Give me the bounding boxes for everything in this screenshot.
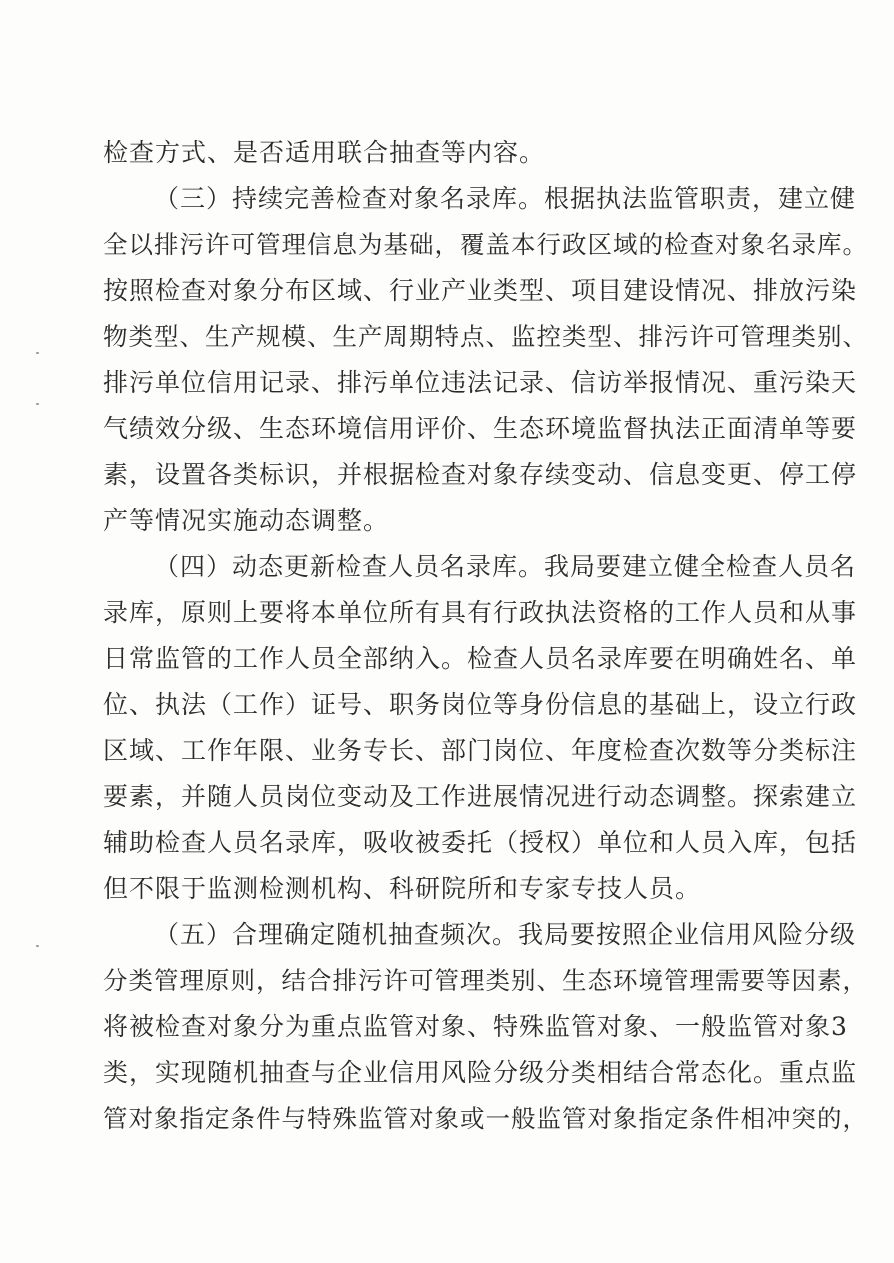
text-line: （四）动态更新检查人员名录库。我局要建立健全检查人员名: [154, 552, 857, 581]
text-line: 但不限于监测检测机构、科研院所和专家专技人员。: [103, 874, 702, 903]
text-line: 检查方式、是否适用联合抽查等内容。: [103, 138, 546, 167]
text-line: 要素，并随人员岗位变动及工作进展情况进行动态调整。探索建立: [103, 782, 858, 811]
text-line: 管对象指定条件与特殊监管对象或一般监管对象指定条件相冲突的，: [103, 1104, 868, 1133]
text-line: 产等情况实施动态调整。: [103, 506, 390, 535]
text-line: （五）合理确定随机抽查频次。我局要按照企业信用风险分级: [154, 920, 857, 949]
text-line: 排污单位信用记录、排污单位违法记录、信访举报情况、重污染天: [103, 368, 858, 397]
text-line: 物类型、生产规模、生产周期特点、监控类型、排污许可管理类别、: [103, 322, 868, 351]
margin-mark: [36, 945, 39, 947]
text-line: 辅助检查人员名录库，吸收被委托（授权）单位和人员入库，包括: [103, 828, 858, 857]
text-line: 按照检查对象分布区域、行业产业类型、项目建设情况、排放污染: [103, 276, 858, 305]
margin-mark: [36, 403, 39, 405]
text-line: 录库，原则上要将本单位所有具有行政执法资格的工作人员和从事: [103, 598, 858, 627]
margin-mark: [36, 352, 39, 354]
text-line: 日常监管的工作人员全部纳入。检查人员名录库要在明确姓名、单: [103, 644, 858, 673]
text-line: 气绩效分级、生态环境信用评价、生态环境监督执法正面清单等要: [103, 414, 858, 443]
text-line: 素，设置各类标识，并根据检查对象存续变动、信息变更、停工停: [103, 460, 858, 489]
text-line: 全以排污许可管理信息为基础，覆盖本行政区域的检查对象名录库。: [103, 230, 868, 259]
text-line: 将被检查对象分为重点监管对象、特殊监管对象、一般监管对象3: [103, 1012, 848, 1041]
text-line: 分类管理原则，结合排污许可管理类别、生态环境管理需要等因素，: [103, 966, 868, 995]
text-line: 类，实现随机抽查与企业信用风险分级分类相结合常态化。重点监: [103, 1058, 858, 1087]
text-line: 位、执法（工作）证号、职务岗位等身份信息的基础上，设立行政: [103, 690, 858, 719]
text-line: 区域、工作年限、业务专长、部门岗位、年度检查次数等分类标注: [103, 736, 858, 765]
text-line: （三）持续完善检查对象名录库。根据执法监管职责，建立健: [154, 184, 857, 213]
